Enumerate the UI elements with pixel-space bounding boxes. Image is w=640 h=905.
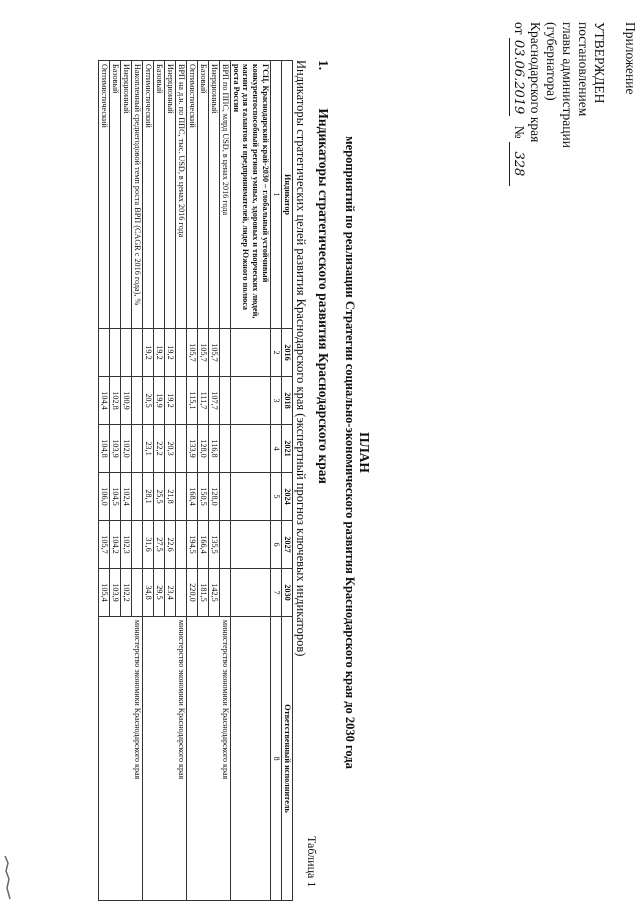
column-number: 8: [271, 617, 282, 901]
header-2027: 2027: [282, 521, 293, 569]
value-cell: 135,5: [208, 521, 219, 569]
column-number: 7: [271, 569, 282, 617]
value-cell: 128,0: [208, 473, 219, 521]
decree-date: 03.06.2019: [511, 39, 526, 115]
column-number: 5: [271, 473, 282, 521]
value-cell: 31,6: [142, 521, 153, 569]
indicators-table: [98, 60, 293, 901]
value-cell: 23,4: [164, 569, 175, 617]
approved-line-2: главы администрации: [560, 22, 575, 148]
executor-cell: министерство экономики Краснодарского края: [98, 617, 142, 901]
value-cell: 220,0: [186, 569, 197, 617]
value-cell: 105,7: [98, 521, 109, 569]
indicator-name: Накопленный среднегодовой темп роста ВРП (CAGR с 2016 года), %: [131, 61, 142, 329]
value-cell: 29,5: [153, 569, 164, 617]
value-cell: 20,3: [164, 425, 175, 473]
value-cell: 19,2: [164, 377, 175, 425]
scenario-name: Оптимистический: [142, 61, 153, 329]
value-cell: 115,1: [186, 377, 197, 425]
decree-number: 328: [509, 142, 526, 186]
scenario-name: Базовый: [153, 61, 164, 329]
value-cell: 102,4: [120, 473, 131, 521]
indicator-name: ВРП на д.н. по ППС, тыс. USD, в ценах 2016 года: [175, 61, 186, 329]
approval-block: [509, 22, 638, 242]
value-cell: 111,7: [197, 377, 208, 425]
value-cell: 150,5: [197, 473, 208, 521]
header-2021: 2021: [282, 425, 293, 473]
value-cell: 107,7: [208, 377, 219, 425]
value-cell: 103,9: [109, 425, 120, 473]
value-cell: [109, 329, 120, 377]
column-number: 4: [271, 425, 282, 473]
value-cell: 168,4: [186, 473, 197, 521]
goal-text: ГСЦ. Краснодарский край-2030 – глобальный устойчивый конкурентоспособный регион умных, здоровых и творческих людей, магнит для талантов и предпринимателей, лидер Южного полюса роста России: [230, 61, 270, 329]
value-cell: 22,2: [153, 425, 164, 473]
value-cell: 28,1: [142, 473, 153, 521]
column-number-row: [271, 61, 282, 901]
section-heading: [315, 60, 331, 484]
value-cell: 103,9: [109, 569, 120, 617]
value-cell: 19,2: [142, 329, 153, 377]
value-cell: 19,9: [153, 377, 164, 425]
column-number: 6: [271, 521, 282, 569]
value-cell: 100,9: [120, 377, 131, 425]
value-cell: 116,8: [208, 425, 219, 473]
value-cell: 102,3: [120, 521, 131, 569]
header-2018: 2018: [282, 377, 293, 425]
column-number: 1: [271, 61, 282, 329]
value-cell: 104,4: [98, 377, 109, 425]
value-cell: 166,4: [197, 521, 208, 569]
document-title: ПЛАН: [357, 432, 372, 473]
header-executor: Ответственный исполнитель: [282, 617, 293, 901]
scenario-name: Инерционный: [208, 61, 219, 329]
table-label: Таблица 1: [305, 836, 319, 888]
table-caption: Индикаторы стратегических целей развития Краснодарского края (экспертный прогноз ключевых индикаторов): [294, 60, 308, 657]
header-indicator: Индикатор: [282, 61, 293, 329]
scenario-name: Базовый: [197, 61, 208, 329]
indicator-row: [175, 61, 186, 901]
section-title: Индикаторы стратегического развития Краснодарского края: [316, 108, 331, 484]
value-cell: 105,7: [208, 329, 219, 377]
value-cell: 106,0: [98, 473, 109, 521]
scenario-name: Инерционный: [120, 61, 131, 329]
indicator-row: [131, 61, 142, 901]
appendix-label: Приложение: [623, 22, 638, 95]
header-2030: 2030: [282, 569, 293, 617]
value-cell: 105,7: [197, 329, 208, 377]
indicator-row: [219, 61, 230, 901]
approved-label: УТВЕРЖДЕН: [592, 22, 607, 104]
value-cell: 181,5: [197, 569, 208, 617]
value-cell: 25,5: [153, 473, 164, 521]
value-cell: 19,2: [153, 329, 164, 377]
value-cell: 142,5: [208, 569, 219, 617]
value-cell: 102,8: [109, 377, 120, 425]
scenario-name: Инерционный: [164, 61, 175, 329]
indicator-name: ВРП по ППС, млрд USD, в ценах 2016 года: [219, 61, 230, 329]
value-cell: 20,5: [142, 377, 153, 425]
value-cell: 104,5: [109, 473, 120, 521]
approved-line-1: постановлением: [576, 22, 591, 117]
value-cell: [120, 329, 131, 377]
value-cell: 128,0: [197, 425, 208, 473]
approved-line-3: (губернатора): [544, 22, 559, 101]
table-header-row: [282, 61, 293, 901]
date-prefix: от: [512, 22, 527, 35]
goal-row: [230, 61, 270, 901]
document-subtitle: мероприятий по реализации Стратегии социально-экономического развития Краснодарского края до 2030 года: [343, 136, 357, 769]
value-cell: 27,5: [153, 521, 164, 569]
value-cell: 21,8: [164, 473, 175, 521]
value-cell: 104,2: [109, 521, 120, 569]
value-cell: 102,0: [120, 425, 131, 473]
executor-cell: министерство экономики Краснодарского края: [142, 617, 186, 901]
value-cell: [98, 329, 109, 377]
executor-cell: министерство экономики Краснодарского края: [186, 617, 230, 901]
number-prefix: №: [512, 125, 527, 139]
value-cell: 23,1: [142, 425, 153, 473]
header-2016: 2016: [282, 329, 293, 377]
value-cell: 133,9: [186, 425, 197, 473]
value-cell: 105,4: [98, 569, 109, 617]
value-cell: 22,6: [164, 521, 175, 569]
section-number: 1.: [316, 60, 331, 71]
value-cell: 105,7: [186, 329, 197, 377]
value-cell: 34,8: [142, 569, 153, 617]
header-2024: 2024: [282, 473, 293, 521]
approved-line-4: Краснодарского края: [528, 22, 543, 143]
value-cell: 19,2: [164, 329, 175, 377]
value-cell: 194,5: [186, 521, 197, 569]
column-number: 2: [271, 329, 282, 377]
value-cell: 104,8: [98, 425, 109, 473]
decree-date-line: [509, 22, 527, 242]
column-number: 3: [271, 377, 282, 425]
scenario-name: Оптимистический: [186, 61, 197, 329]
scenario-name: Оптимистический: [98, 61, 109, 329]
scenario-name: Базовый: [109, 61, 120, 329]
value-cell: 102,2: [120, 569, 131, 617]
